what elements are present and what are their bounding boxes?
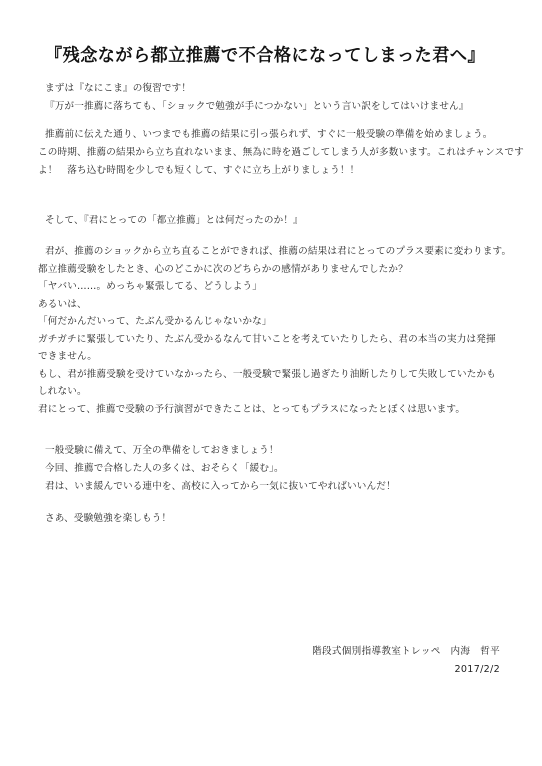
para3-line-1: 一般受験に備えて、万全の準備をしておきましょう！: [45, 445, 279, 456]
para2-line-5: 「何だかんだいって、たぶん受かるんじゃないかな」: [38, 316, 272, 327]
section-heading: そして、『君にとっての「都立推薦」とは何だったのか！』: [45, 215, 303, 226]
para2-line-10: 君にとって、推薦で受験の予行演習ができたことは、とってもプラスになったとぼくは思います。: [38, 404, 466, 415]
para2-line-8: もし、君が推薦受験を受けていなかったら、一般受験で緊張し過ぎたり油断したりして失敗していたかも: [38, 369, 496, 380]
para2-line-9: しれない。: [38, 386, 87, 397]
signature-date: 2017/2/2: [454, 664, 500, 675]
para3-line-3: 君は、いま緩んでいる連中を、高校に入ってから一気に抜いてやればいいんだ！: [45, 481, 396, 492]
intro-line-1: まずは『なにこま』の復習です！: [45, 83, 192, 94]
para1-line-3: よ！ 落ち込む時間を少しでも短くして、すぐに立ち上がりましょう！！: [38, 165, 360, 176]
para1-line-2: この時期、推薦の結果から立ち直れないまま、無為に時を過ごしてしまう人が多数います。これはチャンスです: [38, 147, 524, 158]
para1-line-1: 推薦前に伝えた通り、いつまでも推薦の結果に引っ張られず、すぐに一般受験の準備を始めましょう。: [45, 129, 493, 140]
para3-line-2: 今回、推薦で合格した人の多くは、おそらく「緩む」。: [45, 463, 284, 474]
document-title: 『残念ながら都立推薦で不合格になってしまった君へ』: [44, 46, 486, 66]
para2-line-6: ガチガチに緊張していたり、たぶん受かるなんて甘いことを考えていたりしたら、君の本当の実力は発揮: [38, 334, 496, 345]
signature-author: 階段式個別指導教室トレッペ 内海 哲平: [312, 646, 500, 657]
closing-line: さあ、受験勉強を楽しもう！: [45, 513, 172, 524]
intro-line-2: 『万が一推薦に落ちても、「ショックで勉強が手につかない」という言い訳をしてはいけません』: [45, 101, 469, 112]
para2-line-1: 君が、推薦のショックから立ち直ることができれば、推薦の結果は君にとってのプラス要素に変わります。: [45, 246, 512, 257]
para2-line-7: できません。: [38, 351, 98, 362]
para2-line-4: あるいは、: [38, 299, 87, 310]
para2-line-3: 「ヤバい……。めっちゃ緊張してる、どうしよう」: [38, 281, 263, 292]
para2-line-2: 都立推薦受験をしたとき、心のどこかに次のどちらかの感情がありませんでしたか？: [38, 264, 408, 275]
